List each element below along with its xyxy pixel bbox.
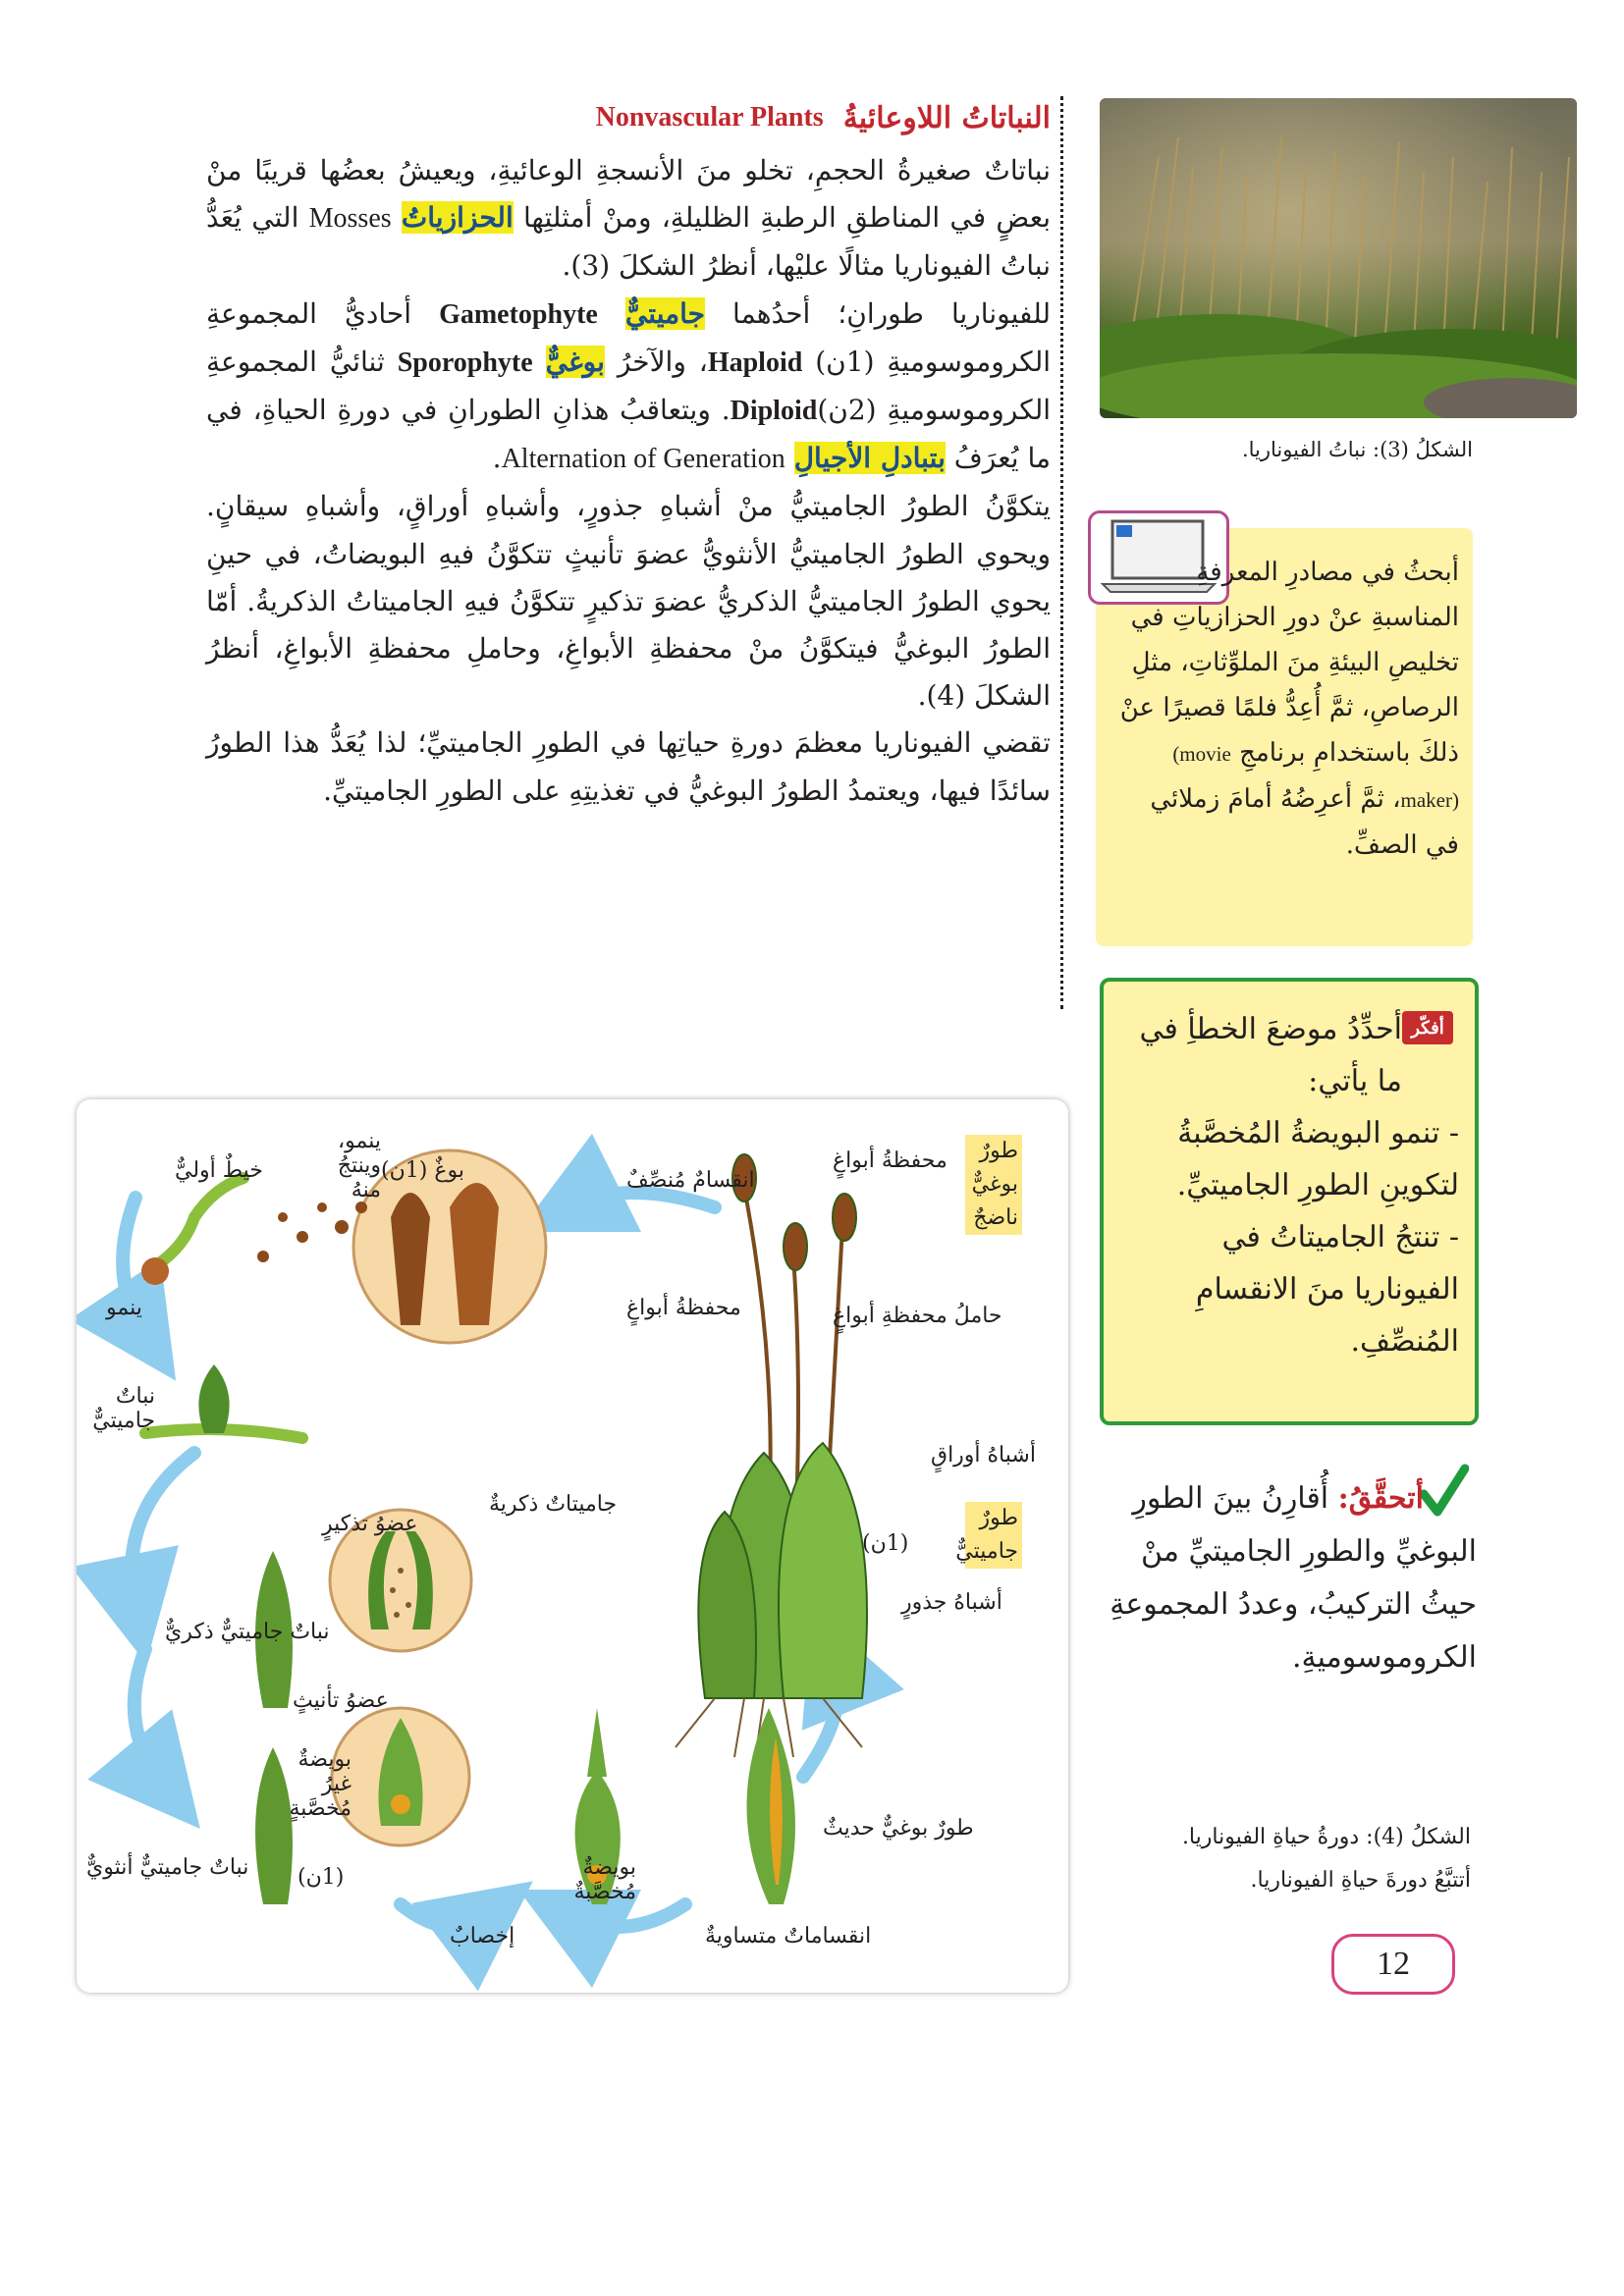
label-rhizoids: أشباهُ جذورٍ [901, 1590, 1002, 1615]
figure-4-instruction: أتتبَّعُ دورةَ حياةِ الفيوناريا. [1250, 1868, 1471, 1893]
body-text [206, 147, 1051, 815]
label-male-gametes: جاميتاتٌ ذكريةٌ [489, 1492, 618, 1517]
label-capsule-mid: محفظةُ أبواغٍ [626, 1296, 741, 1320]
moss-photo [1100, 98, 1577, 418]
label-n1-bottom: (1ن) [298, 1865, 345, 1890]
label-female-plant: نباتٌ جاميتيٌّ أنثويٌّ [86, 1855, 249, 1880]
figure-4-caption: الشكلُ (4): دورةُ حياةِ الفيوناريا. [1181, 1825, 1471, 1849]
column-divider [1060, 96, 1063, 1009]
highlight-sporophyte: بوغيٌّ [545, 345, 605, 378]
page-number: 12 [1331, 1934, 1455, 1995]
think-badge: أفكّر [1402, 1011, 1453, 1044]
label-male-organ: عضوُ تذكيرٍ [322, 1512, 418, 1536]
check-section [1100, 1472, 1477, 1684]
label-mitosis: انقساماتٌ متساويةٌ [705, 1924, 872, 1949]
highlight-gametophyte: جاميتيٌّ [624, 296, 705, 330]
label-female-organ: عضوُ تأنيثٍ [293, 1688, 389, 1713]
highlight-mosses: الحزازياتُ [401, 201, 514, 235]
label-protonema: خيطٌ أوليٌّ [175, 1158, 263, 1183]
check-text: أُقارِنُ بينَ الطورِ البوغيِّ والطورِ الجاميتيِّ منْ حيثُ التركيبُ، وعددُ المجموعةِ الكروموسوميةِ. [1110, 1481, 1477, 1675]
label-stalk: حاملُ محفظةِ أبواغٍ [833, 1304, 1002, 1328]
section-title-en: Nonvascular Plants [595, 102, 824, 133]
section-title-ar: النباتاتُ اللاوعائيةُ [842, 100, 1051, 135]
figure-3-caption: الشكلُ (3): نباتُ الفيوناريا. [1241, 438, 1473, 461]
think-text: أحدِّدُ موضعَ الخطأِ في ما يأتي: - تنمو البويضةُ المُخصَّبةُ لتكوينِ الطورِ الجاميتيِّ. - تنتجُ الجاميتاتُ في الفيوناريا منَ الانقسامِ المُنصِّفِ. [1139, 1012, 1459, 1359]
label-capsule-top: محفظةُ أبواغٍ [833, 1148, 947, 1173]
check-label: أتحقَّقُ: [1337, 1481, 1424, 1516]
highlight-alternation: بتبادلِ الأجيالِ [793, 442, 946, 475]
label-fertilization: إخصابٌ [450, 1924, 515, 1949]
label-male-plant: نباتٌ جاميتيٌّ ذكريٌّ [165, 1620, 330, 1644]
paragraph-3: يتكوَّنُ الطورُ الجاميتيُّ منْ أشباهِ جذورٍ، وأشباهِ أوراقٍ، وأشباهِ سيقانٍ. ويحوي الطورُ الجاميتيُّ الأنثويُّ عضوَ تأنيثٍ تتكوَّنُ فيهِ البويضاتُ، في حينِ يحوي الطورُ الجاميتيُّ الذكريُّ عضوَ تذكيرٍ تتكوَّنُ فيهِ الجاميتاتُ الذكريةُ. أمّا الطورُ البوغيُّ فيتكوَّنُ منْ محفظةِ الأبواغِ، وحاملِ محفظةِ الأبواغِ، أنظرُ الشكلَ (4). [206, 490, 1052, 713]
label-leaflike: أشباهُ أوراقٍ [931, 1443, 1036, 1468]
research-text: أبحثُ في مصادرِ المعرفةِ المناسبةِ عنْ دورِ الحزازياتِ في تخليصِ البيئةِ منَ الملوِّثاتِ، مثلِ الرصاصِ، ثمَّ أُعِدُّ فلمًا قصيرًا عنْ ذلكَ باستخدامِ برنامجِ (movie maker)، ثمَّ أعرِضُهُ أمامَ زملائي في الصفِّ. [1119, 558, 1459, 860]
label-grows-produces: ينمو، وينتجُ منهُ [337, 1129, 381, 1202]
label-gametophyte-plant: نباتٌ جاميتيٌّ [92, 1384, 155, 1433]
label-n1: (1ن) [862, 1531, 909, 1556]
label-spore: بوغٌ (1ن) [381, 1158, 464, 1183]
label-meiosis: انقسامٌ مُنصِّفٌ [626, 1168, 755, 1193]
label-young-sporophyte: طورٌ بوغيٌّ حديثٌ [823, 1816, 974, 1841]
paragraph-2: للفيوناريا طورانِ؛ أحدُهما جاميتيٌّ Gametophyte أحاديُّ المجموعةِ الكروموسوميةِ (1ن) Haploid، والآخرُ بوغيٌّ Sporophyte ثنائيُّ المجموعةِ الكروموسوميةِ (2ن)Diploid. ويتعاقبُ هذانِ الطورانِ في دورةِ الحياةِ، في ما يُعرَفُ بتبادلِ الأجيالِ Alternation of Generation. [206, 296, 1052, 475]
paragraph-4: تقضي الفيوناريا معظمَ دورةِ حياتِها في الطورِ الجاميتيِّ؛ لذا يُعَدُّ هذا الطورُ سائدًا فيها، ويعتمدُ الطورُ البوغيُّ في تغذيتِهِ على الطورِ الجاميتيِّ. [206, 726, 1051, 807]
label-unfertilized-egg: بويضةٌ غيرُ مُخصَّبةٍ [289, 1747, 352, 1821]
label-fertilized-egg: بويضةٌ مُخصَّبةٌ [573, 1855, 636, 1904]
life-cycle-diagram [77, 1099, 1068, 1993]
label-grows: ينمو [106, 1296, 142, 1320]
paragraph-1: نباتاتٌ صغيرةُ الحجمِ، تخلو منَ الأنسجةِ الوعائيةِ، ويعيشُ بعضُها قريبًا منْ بعضٍ في المناطقِ الرطبةِ الظليلةِ، ومنْ أمثلتِها الحزازياتُ Mosses التي يُعَدُّ نباتُ الفيوناريا مثالًا عليْها، أنظرُ الشكلَ (3). [206, 154, 1052, 283]
figure-4-caption-block [1129, 1816, 1471, 1902]
label-gametophyte-phase: طورٌ جاميتيٌّ [965, 1502, 1022, 1569]
label-mature-sporophyte: طورٌ بوغيٌّ ناضجٌ [965, 1135, 1022, 1235]
section-heading [530, 96, 1051, 139]
